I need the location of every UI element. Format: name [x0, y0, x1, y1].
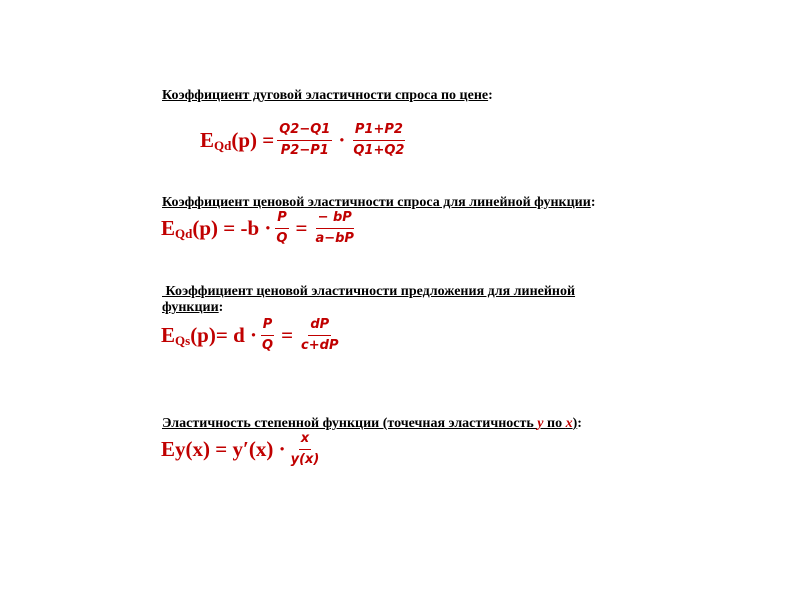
fraction-denominator: c+dP	[301, 338, 339, 353]
formula-lhs: E	[161, 323, 176, 347]
fraction	[260, 317, 275, 354]
heading-part: )	[572, 416, 578, 431]
heading-colon: :	[218, 300, 224, 315]
fraction	[299, 317, 340, 354]
power-function-heading	[162, 416, 582, 432]
formula-lhs-argument: (p) =	[231, 128, 275, 152]
linear-supply-formula	[161, 317, 343, 354]
fraction	[289, 431, 322, 468]
linear-demand-heading-text: Коэффициент ценовой эластичности спроса для линейной функции	[162, 195, 591, 210]
fraction	[313, 210, 356, 247]
power-function-heading-text	[162, 416, 577, 431]
formula-lhs: E	[200, 128, 215, 152]
heading-colon: :	[590, 195, 596, 210]
fraction-denominator: Q1+Q2	[353, 143, 405, 158]
fraction	[351, 122, 406, 159]
heading-colon: :	[577, 416, 582, 431]
linear-supply-heading	[162, 284, 575, 316]
linear-supply-heading-line2: функции	[162, 300, 219, 315]
formula-lhs: Ey(x) = y′(x) ·	[161, 437, 286, 461]
fraction-numerator: Q2−Q1	[277, 122, 332, 141]
heading-variable-x: x	[565, 416, 573, 431]
fraction-numerator: P	[275, 210, 289, 229]
fraction-denominator: a−bP	[315, 231, 354, 246]
linear-supply-heading-line1: Коэффициент ценовой эластичности предложения для линейной	[162, 284, 576, 299]
linear-demand-formula	[161, 210, 359, 247]
arc-elasticity-heading	[162, 88, 493, 104]
formula-lhs-argument: (p)= d ·	[190, 323, 258, 347]
fraction-denominator: y(x)	[290, 452, 320, 467]
equals-sign: =	[295, 216, 308, 240]
formula-lhs-argument: (p) = -b ·	[192, 216, 272, 240]
fraction-numerator: x	[299, 431, 311, 450]
formula-lhs-subscript: Qd	[214, 137, 232, 153]
formula-lhs-subscript: Qd	[175, 225, 193, 241]
fraction-denominator: P2−P1	[280, 143, 329, 158]
arc-elasticity-heading-text: Коэффициент дуговой эластичности спроса по цене	[162, 88, 489, 103]
fraction-numerator: P	[261, 317, 275, 336]
formula-lhs-subscript: Qs	[175, 332, 191, 348]
linear-demand-heading	[162, 195, 595, 211]
heading-part: Эластичность степенной функции (точечная эластичность	[162, 416, 538, 431]
fraction-numerator: − bP	[316, 210, 354, 229]
fraction	[274, 210, 289, 247]
power-function-formula	[161, 431, 324, 468]
equals-sign: =	[281, 323, 294, 347]
fraction-denominator: Q	[276, 231, 288, 246]
heading-variable-y: y	[537, 416, 544, 431]
heading-part: по	[543, 416, 566, 431]
arc-elasticity-formula	[200, 122, 409, 159]
fraction	[277, 122, 332, 159]
multiply-dot: ·	[338, 128, 346, 152]
formula-lhs: E	[161, 216, 176, 240]
fraction-denominator: Q	[262, 338, 274, 353]
fraction-numerator: P1+P2	[353, 122, 405, 141]
heading-colon: :	[488, 88, 493, 103]
fraction-numerator: dP	[308, 317, 331, 336]
